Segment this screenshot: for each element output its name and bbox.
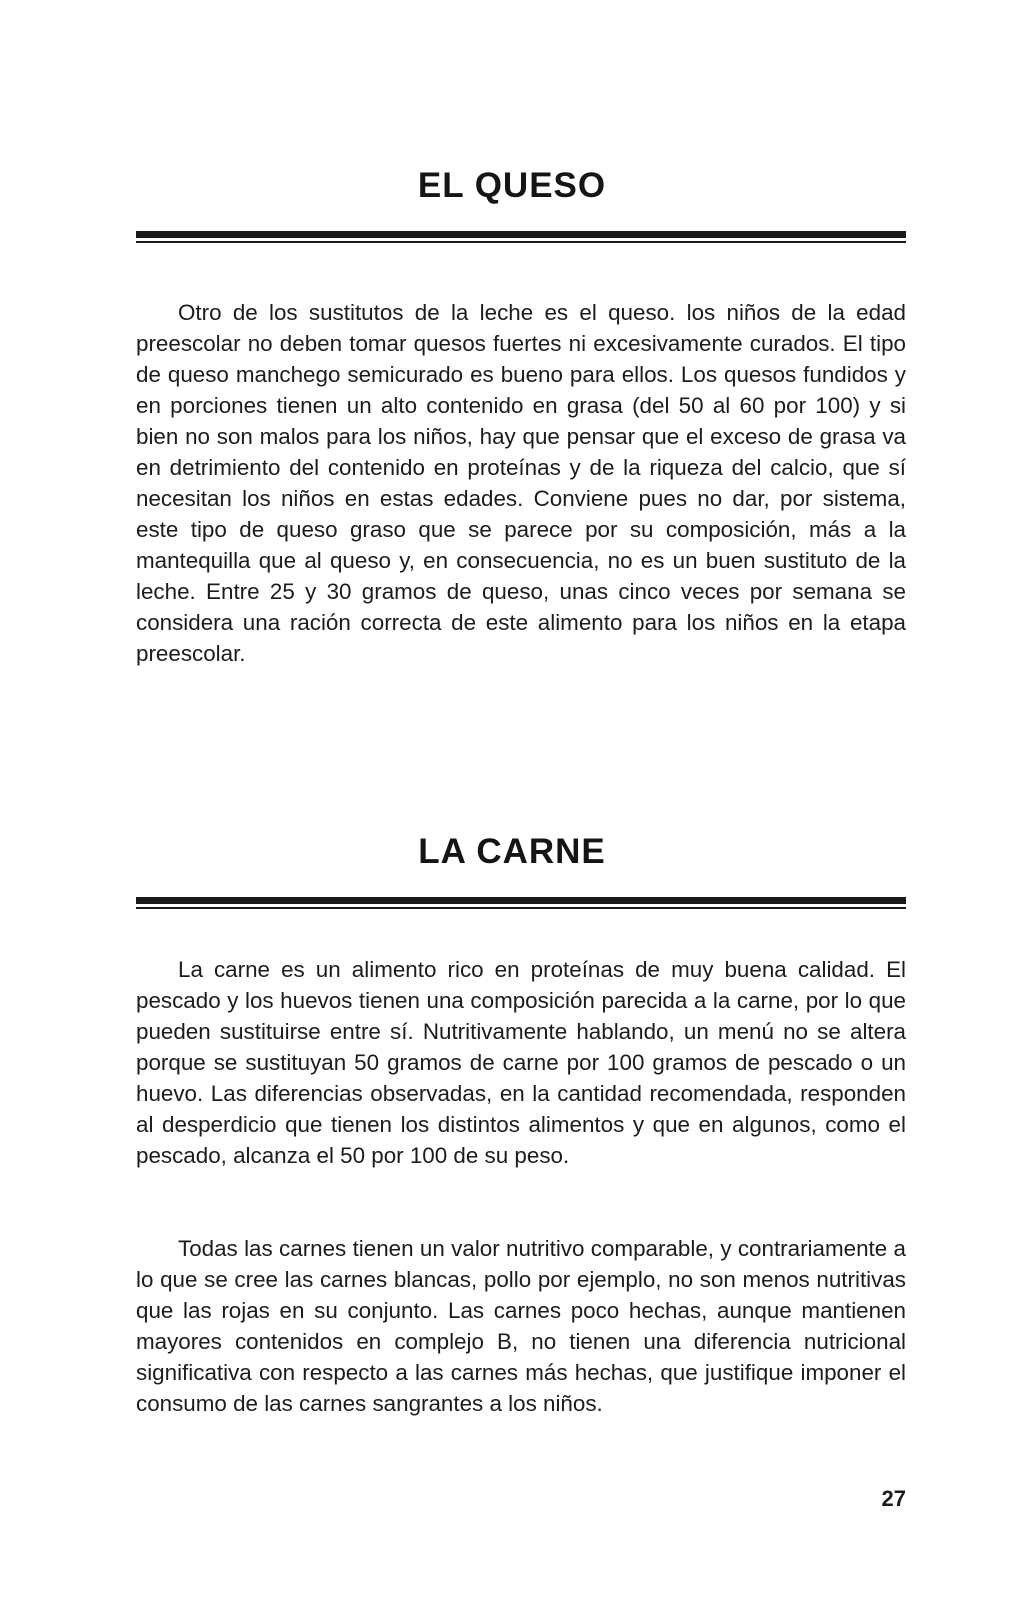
page-number: 27 bbox=[881, 1486, 906, 1511]
title-rule-carne bbox=[136, 897, 906, 909]
paragraph-carne-2: Todas las carnes tienen un valor nutritivo comparable, y contrariamente a lo que se cree las carnes blancas, pollo por ejemplo, no son menos nutritivas que las rojas en su conjunto. Las carnes poco hechas, aunque mantienen mayores contenidos en complejo B, no tienen una diferencia nutricional significativa con respecto a las carnes más hechas, que justifique imponer el consumo de las carnes sangrantes a los niños. bbox=[136, 1236, 906, 1416]
paragraph-queso-1: Otro de los sustitutos de la leche es el queso. los niños de la edad preescolar no deben tomar quesos fuertes ni excesivamente curados. El tipo de queso manchego semicurado es bueno para ellos. Los quesos fundidos y en porciones tienen un alto contenido en grasa (del 50 al 60 por 100) y si bien no son malos para los niños, hay que pensar que el exceso de grasa va en detrimiento del contenido en proteínas y de la riqueza del calcio, que sí necesitan los niños en estas edades. Conviene pues no dar, por sistema, este tipo de queso graso que se parece por su composición, más a la mantequilla que al queso y, en consecuencia, no es un buen sustituto de la leche. Entre 25 y 30 gramos de queso, unas cinco veces por semana se considera una ración correcta de este alimento para los niños en la etapa preescolar. bbox=[136, 300, 906, 666]
paragraph-carne-1: La carne es un alimento rico en proteínas de muy buena calidad. El pescado y los huevos tienen una composición parecida a la carne, por lo que pueden sustituirse entre sí. Nutritivamente hablando, un menú no se altera porque se sustituyan 50 gramos de carne por 100 gramos de pescado o un huevo. Las diferencias observadas, en la cantidad recomendada, responden al desperdicio que tienen los distintos alimentos y que en algunos, como el pescado, alcanza el 50 por 100 de su peso. bbox=[136, 957, 906, 1168]
section-title-carne: LA CARNE bbox=[418, 832, 606, 871]
section-title-queso: EL QUESO bbox=[417, 166, 607, 205]
title-rule-queso bbox=[136, 231, 906, 243]
